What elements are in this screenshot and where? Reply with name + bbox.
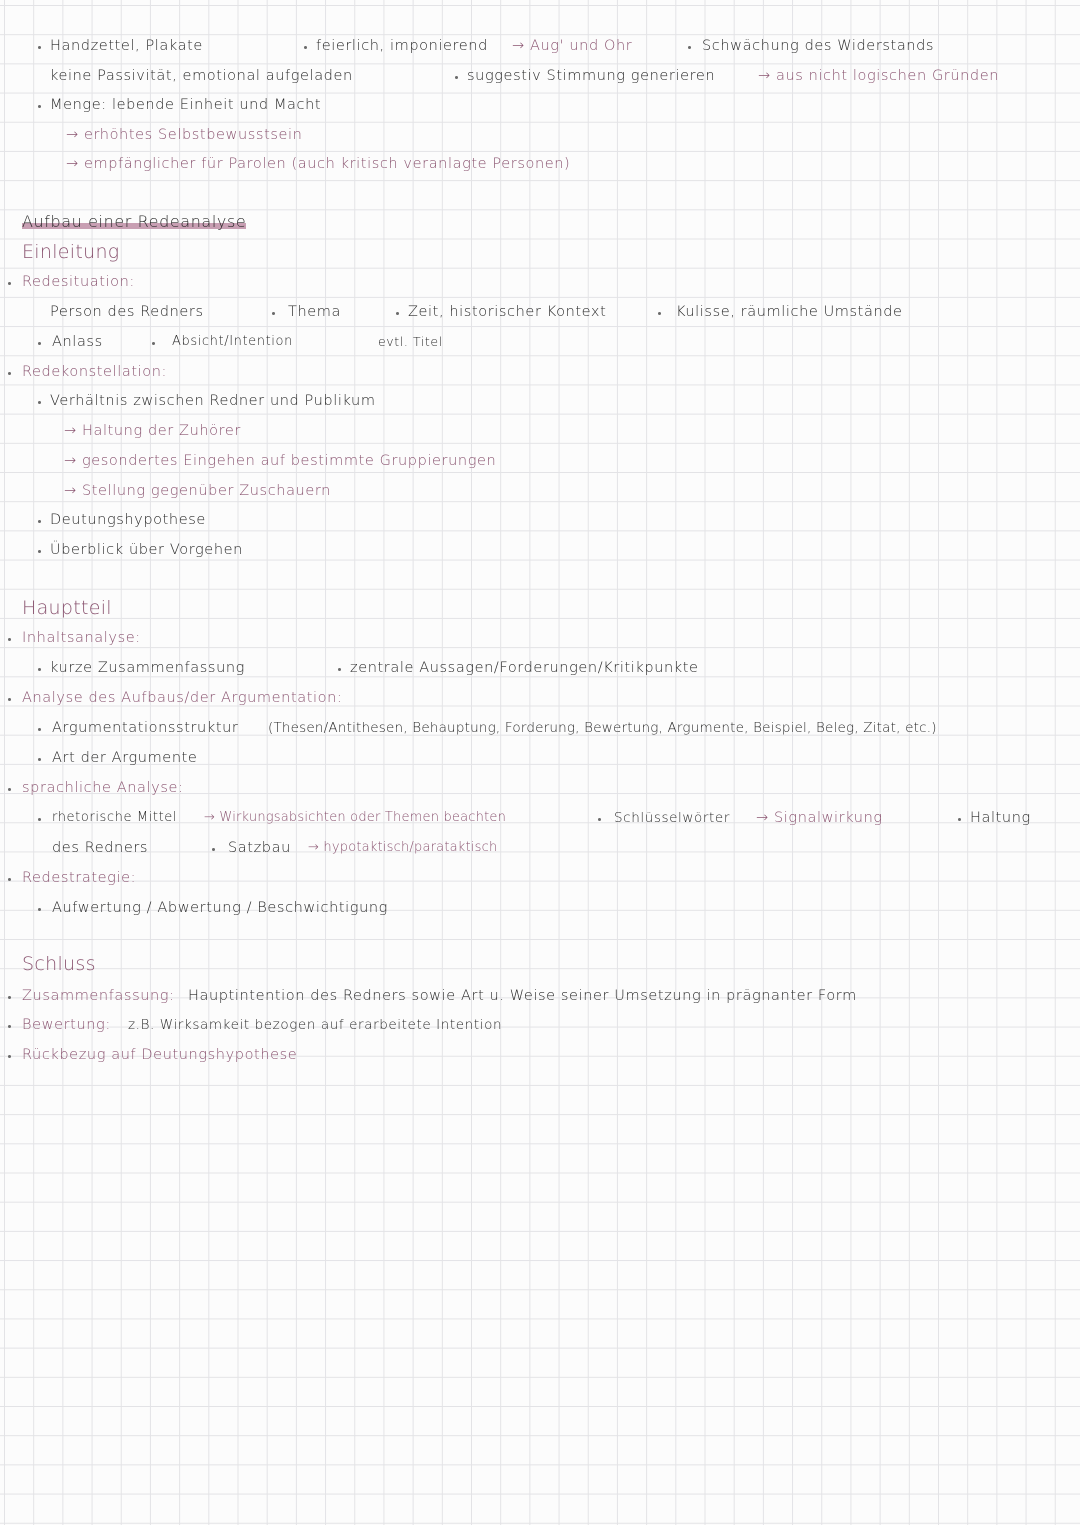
bullet: [8, 1055, 11, 1058]
item-argumentationsstruktur: Argumentationsstruktur: [52, 720, 239, 736]
item-verhaeltnis: Verhältnis zwischen Redner und Publikum: [50, 393, 376, 409]
subtitle-redekonstellation: Redekonstellation:: [22, 364, 167, 380]
bullet: [38, 401, 41, 404]
item-art-argumente: Art der Argumente: [52, 750, 198, 766]
note-parolen: → empfänglicher für Parolen (auch kritisch veranlagte Personen): [66, 156, 571, 172]
bullet: [598, 818, 601, 821]
note-suggestiv: suggestiv Stimmung generieren: [467, 68, 716, 84]
item-absicht: Absicht/Intention: [172, 334, 293, 349]
item-aufwertung: Aufwertung / Abwertung / Beschwichtigung: [52, 900, 388, 916]
item-titel: evtl. Titel: [378, 334, 443, 349]
note-schwaechung: Schwächung des Widerstands: [702, 38, 935, 54]
item-anlass: Anlass: [52, 334, 103, 350]
bullet: [8, 372, 11, 375]
note-handzettel: Handzettel, Plakate: [50, 38, 203, 54]
item-signalwirkung: → Signalwirkung: [756, 810, 883, 826]
item-ueberblick: Überblick über Vorgehen: [50, 542, 243, 558]
bullet: [38, 550, 41, 553]
bullet: [38, 668, 41, 671]
bullet: [38, 728, 41, 731]
page-heading: Aufbau einer Redeanalyse: [22, 212, 247, 231]
bullet: [38, 818, 41, 821]
bullet: [38, 908, 41, 911]
item-zusammenfassung-label: Zusammenfassung:: [22, 988, 175, 1004]
bullet: [958, 818, 961, 821]
item-zeit: Zeit, historischer Kontext: [408, 304, 607, 320]
bullet: [338, 668, 341, 671]
item-deutungshypothese: Deutungshypothese: [50, 512, 206, 528]
bullet: [8, 282, 11, 285]
item-haltung: Haltung: [970, 810, 1031, 826]
bullet: [38, 520, 41, 523]
item-thesen: (Thesen/Antithesen, Behauptung, Forderung, Bewertung, Argumente, Beispiel, Beleg, Zitat, etc.): [268, 720, 937, 736]
subtitle-sprachliche-analyse: sprachliche Analyse:: [22, 780, 184, 796]
item-zentrale-aussagen: zentrale Aussagen/Forderungen/Kritikpunkte: [350, 660, 699, 676]
bullet: [38, 758, 41, 761]
item-stellung: → Stellung gegenüber Zuschauern: [64, 483, 331, 499]
bullet: [8, 638, 11, 641]
item-bewertung-label: Bewertung:: [22, 1017, 111, 1033]
item-wirksamkeit: z.B. Wirksamkeit bezogen auf erarbeitete Intention: [128, 1017, 503, 1033]
note-aug-ohr: → Aug' und Ohr: [512, 38, 633, 54]
item-zusammenfassung-kurz: kurze Zusammenfassung: [50, 660, 245, 676]
item-hypotaktisch: → hypotaktisch/parataktisch: [308, 840, 498, 855]
bullet: [455, 76, 458, 79]
section-title-hauptteil: Hauptteil: [22, 597, 112, 619]
bullet: [688, 46, 691, 49]
note-selbstbewusstsein: → erhöhtes Selbstbewusstsein: [66, 127, 303, 143]
item-schluesselwoerter: Schlüsselwörter: [614, 810, 730, 826]
bullet: [8, 996, 11, 999]
item-wirkungsabsichten: → Wirkungsabsichten oder Themen beachten: [204, 810, 507, 825]
bullet: [212, 848, 215, 851]
item-kulisse: Kulisse, räumliche Umstände: [676, 304, 903, 320]
subtitle-aufbau-argumentation: Analyse des Aufbaus/der Argumentation:: [22, 690, 343, 706]
item-satzbau: Satzbau: [228, 840, 291, 856]
item-haltung-zuhoerer: → Haltung der Zuhörer: [64, 423, 241, 439]
bullet: [8, 1025, 11, 1028]
note-gruende: → aus nicht logischen Gründen: [758, 68, 1000, 84]
section-title-schluss: Schluss: [22, 953, 96, 975]
bullet: [8, 698, 11, 701]
bullet: [304, 46, 307, 49]
item-des-redners: des Redners: [52, 840, 149, 856]
bullet: [272, 312, 275, 315]
bullet: [8, 878, 11, 881]
bullet: [38, 105, 41, 108]
note-menge: Menge: lebende Einheit und Macht: [50, 97, 322, 113]
item-thema: Thema: [288, 304, 341, 320]
item-rueckbezug: Rückbezug auf Deutungshypothese: [22, 1047, 298, 1063]
item-hauptintention: Hauptintention des Redners sowie Art u. Weise seiner Umsetzung in prägnanter Form: [188, 988, 857, 1004]
note-feierlich: feierlich, imponierend: [316, 38, 488, 54]
section-title-einleitung: Einleitung: [22, 241, 120, 263]
item-person: Person des Redners: [50, 304, 204, 320]
subtitle-redesituation: Redesituation:: [22, 274, 135, 290]
bullet: [8, 788, 11, 791]
note-passivitaet: keine Passivität, emotional aufgeladen: [50, 68, 353, 84]
bullet: [38, 342, 41, 345]
subtitle-inhaltsanalyse: Inhaltsanalyse:: [22, 630, 141, 646]
subtitle-redestrategie: Redestrategie:: [22, 870, 137, 886]
bullet: [658, 312, 661, 315]
bullet: [152, 342, 155, 345]
item-gruppierungen: → gesondertes Eingehen auf bestimmte Gruppierungen: [64, 453, 497, 469]
bullet: [396, 312, 399, 315]
item-rhetorische-mittel: rhetorische Mittel: [52, 810, 178, 825]
bullet: [38, 46, 41, 49]
